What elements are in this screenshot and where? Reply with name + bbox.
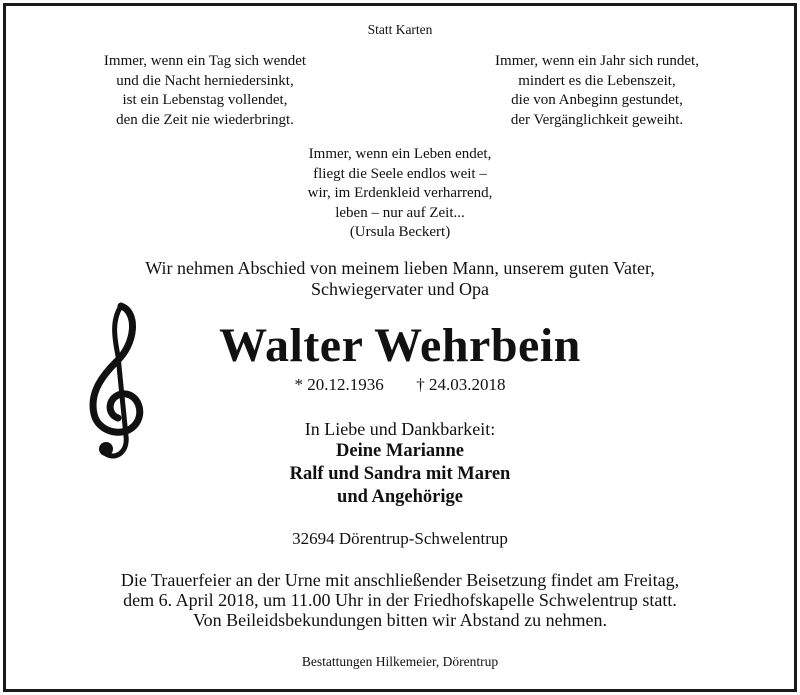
- intro-line: Schwiegervater und Opa: [311, 279, 489, 299]
- funeral-info: [0, 570, 800, 630]
- funeral-line: dem 6. April 2018, um 11.00 Uhr in der Friedhofskapelle Schwelentrup statt.: [123, 590, 677, 610]
- poem-line: Immer, wenn ein Jahr sich rundet,: [495, 53, 699, 69]
- funeral-line: Von Beileidsbekundungen bitten wir Abstand zu nehmen.: [192, 610, 608, 630]
- poem-line: und die Nacht herniedersinkt,: [116, 72, 294, 89]
- poem-line: Immer, wenn ein Tag sich wendet: [103, 53, 307, 69]
- header-statt-karten: Statt Karten: [367, 22, 433, 37]
- poem-line: mindert es die Lebenszeit,: [518, 72, 676, 89]
- poem-line: Immer, wenn ein Leben endet,: [308, 146, 492, 162]
- birth-date: * 20.12.1936: [294, 375, 384, 394]
- poem-line: ist ein Lebenstag vollendet,: [122, 92, 288, 108]
- life-dates: [0, 375, 800, 395]
- poem-line: fliegt die Seele endlos weit –: [313, 165, 487, 182]
- poem-author: (Ursula Beckert): [349, 224, 451, 240]
- poem-line: die von Anbeginn gestundet,: [511, 92, 683, 108]
- mourner-names: [0, 440, 800, 509]
- poem-line: leben – nur auf Zeit...: [335, 204, 465, 221]
- poem-line: den die Zeit nie wiederbringt.: [116, 111, 294, 128]
- poem-right: [432, 52, 762, 130]
- poem-center: [235, 145, 565, 243]
- death-date: † 24.03.2018: [416, 375, 506, 394]
- undertaker-footer: Bestattungen Hilkemeier, Dörentrup: [301, 654, 499, 669]
- intro-text: [0, 258, 800, 300]
- poem-line: wir, im Erdenkleid verharrend,: [307, 185, 493, 201]
- mourner-name: Ralf und Sandra mit Maren: [289, 464, 511, 484]
- intro-line: Wir nehmen Abschied von meinem lieben Mann, unserem guten Vater,: [145, 258, 655, 278]
- address: 32694 Dörentrup-Schwelentrup: [292, 529, 508, 548]
- mourners-intro: In Liebe und Dankbarkeit:: [304, 419, 496, 439]
- mourner-name: Deine Marianne: [336, 441, 464, 461]
- deceased-name: Walter Wehrbein: [219, 319, 581, 372]
- poem-line: der Vergänglichkeit geweiht.: [510, 111, 684, 128]
- mourner-name: und Angehörige: [337, 487, 463, 507]
- poem-left: [40, 52, 370, 130]
- funeral-line: Die Trauerfeier an der Urne mit anschließender Beisetzung findet am Freitag,: [120, 570, 680, 590]
